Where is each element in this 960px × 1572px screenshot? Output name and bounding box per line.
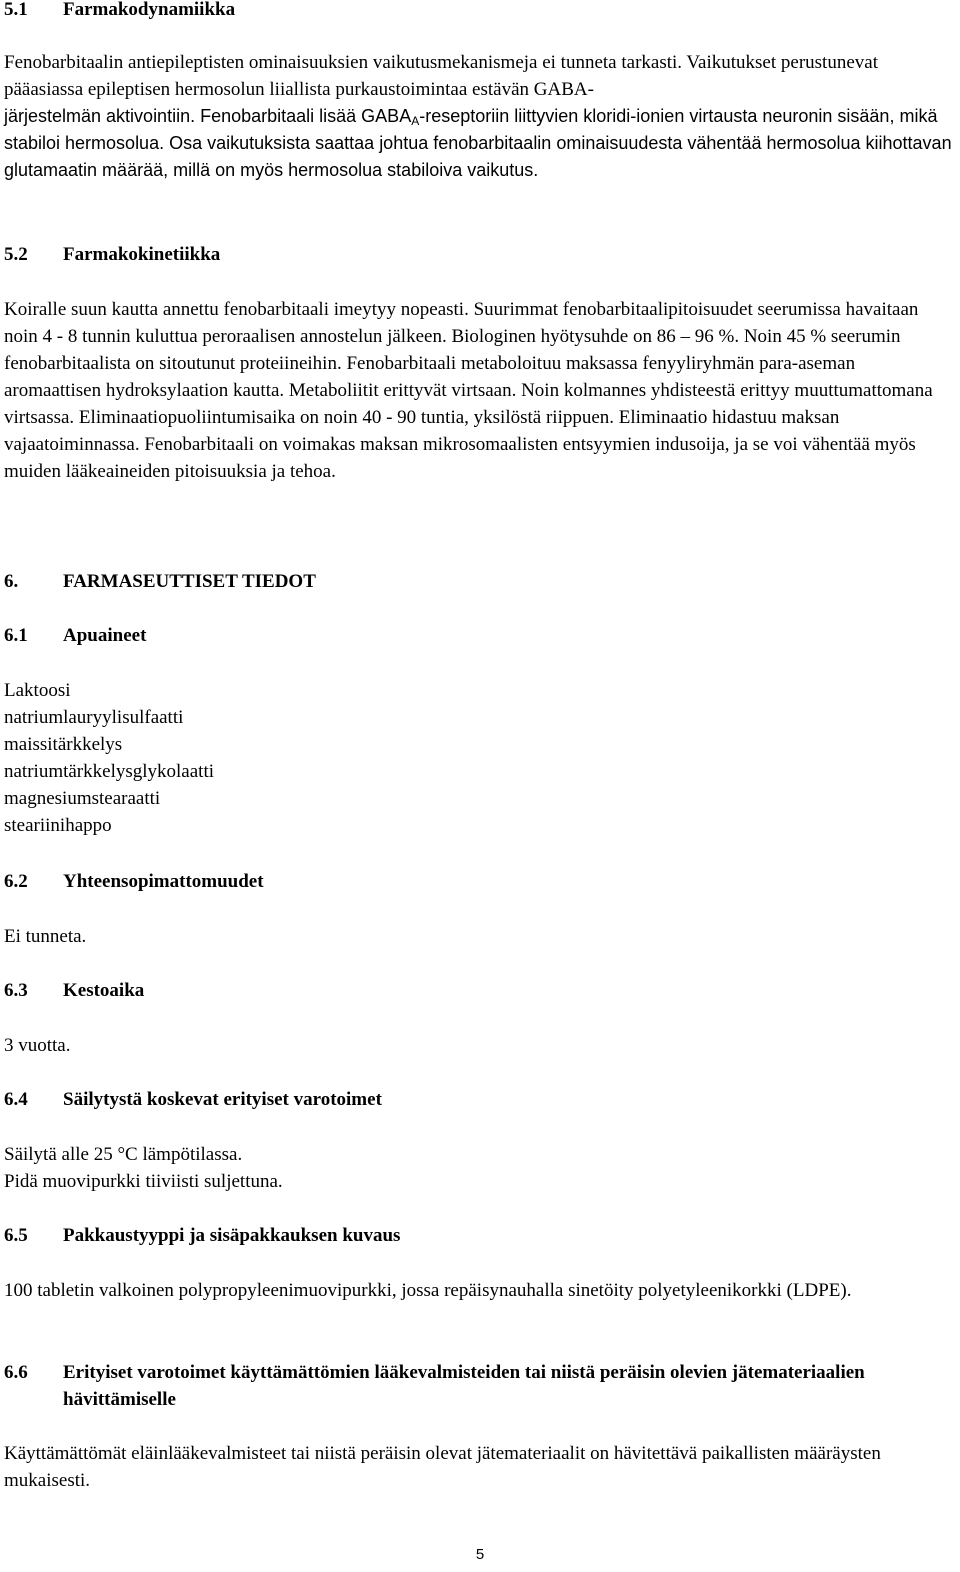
section-title: Pakkaustyyppi ja sisäpakkauksen kuvaus xyxy=(63,1225,401,1246)
list-item: natriumlauryylisulfaatti xyxy=(4,707,184,728)
paragraph: Käyttämättömät eläinlääkevalmisteet tai niistä peräisin olevat jätemateriaalit on hävitettävä paikallisten määräysten mukaisesti. xyxy=(4,1443,881,1491)
section-6-6-heading xyxy=(4,1359,956,1413)
section-6-4-body xyxy=(4,1141,956,1195)
section-title: Farmakodynamiikka xyxy=(63,0,236,20)
section-6-5-body xyxy=(4,1277,956,1304)
section-number: 6.4 xyxy=(4,1089,28,1110)
section-number: 6.1 xyxy=(4,625,28,646)
page-number: 5 xyxy=(475,1546,485,1563)
paragraph-part: Fenobarbitaalin antiepileptisten ominaisuuksien vaikutusmekanismeja ei tunneta tarkasti. Vaikutukset perustunevat pääasiassa epileptisen hermosolun liiallista purkaustoimintaa estävän GABA- xyxy=(4,52,878,100)
section-number: 6.5 xyxy=(4,1225,28,1246)
paragraph-line: Säilytä alle 25 °C lämpötilassa. xyxy=(4,1144,243,1165)
section-title: Säilytystä koskevat erityiset varotoimet xyxy=(63,1089,382,1110)
section-title: Farmakokinetiikka xyxy=(63,244,221,265)
section-title: Apuaineet xyxy=(63,625,147,646)
paragraph xyxy=(4,103,956,184)
section-number: 5.2 xyxy=(4,244,28,265)
section-title: Yhteensopimattomuudet xyxy=(63,871,264,892)
section-6-2-heading xyxy=(4,868,956,895)
list-item: steariinihappo xyxy=(4,815,112,836)
excipient-list xyxy=(4,677,956,839)
section-number: 6.6 xyxy=(4,1362,28,1383)
section-number: 6.3 xyxy=(4,980,28,1001)
section-title: Erityiset varotoimet käyttämättömien lääkevalmisteiden tai niistä peräisin olevien jätemateriaalien hävittämiselle xyxy=(63,1362,865,1410)
section-number: 6. xyxy=(4,571,19,592)
section-6-3-body xyxy=(4,1032,956,1059)
section-6-5-heading xyxy=(4,1222,956,1249)
list-item: maissitärkkelys xyxy=(4,734,123,755)
section-6-heading xyxy=(4,568,956,595)
paragraph-part: -reseptoriin liittyvien kloridi-ionien virtausta neuronin sisään, mikä stabiloi hermosolua. Osa vaikutuksista saattaa johtua fenobarbitaalin ominaisuudesta vähentää hermosolua kiihottavan glutamaatin määrää, millä on myös hermosolua stabiloiva vaikutus. xyxy=(4,106,952,180)
section-6-3-heading xyxy=(4,977,956,1004)
section-title: Kestoaika xyxy=(63,980,145,1001)
paragraph: 100 tabletin valkoinen polypropyleenimuovipurkki, jossa repäisynauhalla sinetöity polyetyleenikorkki (LDPE). xyxy=(4,1280,852,1301)
section-number: 5.1 xyxy=(4,0,28,20)
paragraph: 3 vuotta. xyxy=(4,1035,71,1056)
section-6-2-body xyxy=(4,923,956,950)
section-6-4-heading xyxy=(4,1086,956,1113)
section-6-1-heading xyxy=(4,622,956,649)
section-5-1-body xyxy=(4,49,956,184)
section-title: FARMASEUTTISET TIEDOT xyxy=(63,571,316,592)
paragraph-part: järjestelmän aktivointiin. Fenobarbitaali lisää GABA xyxy=(4,106,412,126)
section-number: 6.2 xyxy=(4,871,28,892)
list-item: natriumtärkkelysglykolaatti xyxy=(4,761,215,782)
paragraph xyxy=(4,49,956,103)
paragraph: Koiralle suun kautta annettu fenobarbitaali imeytyy nopeasti. Suurimmat fenobarbitaalipitoisuudet seerumissa havaitaan noin 4 - 8 tunnin kuluttua peroraalisen annostelun jälkeen. Biologinen hyötysuhde on 86 – 96 %. Noin 45 % seerumin fenobarbitaalista on sitoutunut proteiineihin. Fenobarbitaali metaboloituu maksassa fenyyliryhmän para-aseman aromaattisen hydroksylaation kautta. Metaboliitit erittyvät virtsaan. Noin kolmannes yhdisteestä erittyy muuttumattomana virtsassa. Eliminaatiopuoliintumisaika on noin 40 - 90 tuntia, yksilöstä riippuen. Eliminaatio hidastuu maksan vajaatoiminnassa. Fenobarbitaali on voimakas maksan mikrosomaalisten entsyymien indusoija, ja se voi vähentää myös muiden lääkeaineiden pitoisuuksia ja tehoa. xyxy=(4,299,933,482)
section-6-6-body xyxy=(4,1440,956,1494)
section-5-1-heading xyxy=(4,0,956,23)
subscript: A xyxy=(411,114,420,128)
section-5-2-body xyxy=(4,296,956,485)
list-item: Laktoosi xyxy=(4,680,71,701)
paragraph: Ei tunneta. xyxy=(4,926,87,947)
paragraph-line: Pidä muovipurkki tiiviisti suljettuna. xyxy=(4,1171,283,1192)
section-5-2-heading xyxy=(4,241,956,268)
list-item: magnesiumstearaatti xyxy=(4,788,161,809)
